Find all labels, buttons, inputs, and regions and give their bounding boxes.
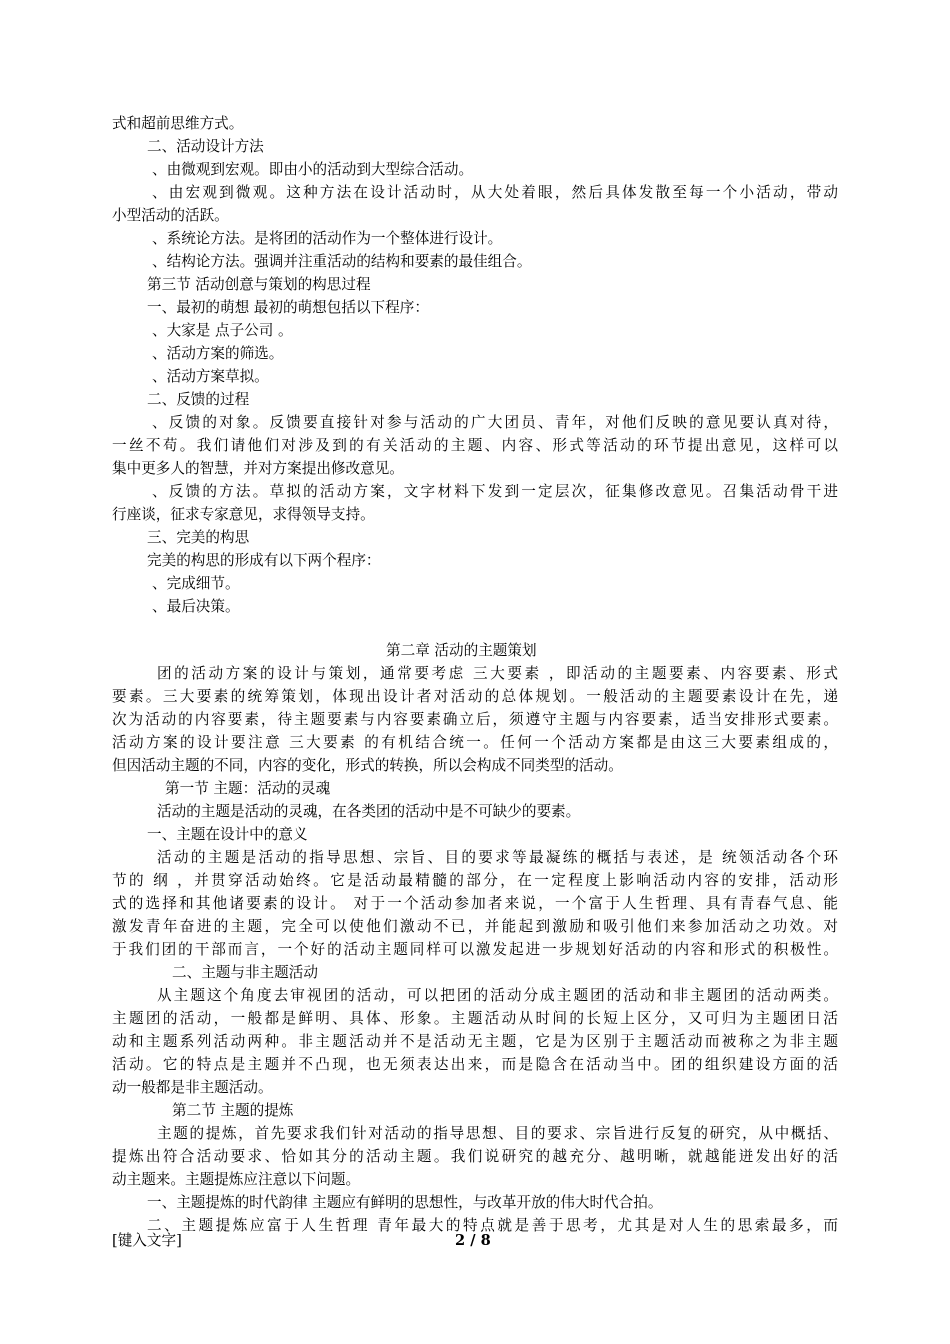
text-line: 活动。它的特点是主题并不凸现，也无须表达出来，而是隐含在活动当中。团的组织建设方面的活 xyxy=(112,1056,838,1073)
text-line: 从主题这个角度去审视团的活动，可以把团的活动分成主题团的活动和非主题团的活动两类。 xyxy=(157,987,838,1004)
text-line: 、由宏观到微观。这种方法在设计活动时，从大处着眼，然后具体发散至每一个小活动，带动 xyxy=(152,184,838,201)
section-heading: 三、完美的构思 xyxy=(147,529,250,546)
text-line: 活动的主题是活动的灵魂，在各类团的活动中是不可缺少的要素。 xyxy=(157,803,581,820)
text-line: 行座谈，征求专家意见，求得领导支持。 xyxy=(112,506,375,523)
text-line: 式的选择和其他诸要素的设计。 对于一个活动参加者来说，一个富于人生哲理、具有青春气息、能 xyxy=(112,895,838,912)
text-line: 于我们团的干部而言，一个好的活动主题同样可以激发起进一步规划好活动的内容和形式的积极性。 xyxy=(112,941,838,958)
text-line: 、系统论方法。是将团的活动作为一个整体进行设计。 xyxy=(152,230,503,247)
text-line: 式和超前思维方式。 xyxy=(112,115,244,132)
text-line: 、活动方案的筛选。 xyxy=(152,345,284,362)
text-line: 、结构论方法。强调并注重活动的结构和要素的最佳组合。 xyxy=(152,253,532,270)
text-line: 、活动方案草拟。 xyxy=(152,368,269,385)
section-heading: 第三节 活动创意与策划的构思过程 xyxy=(147,276,371,293)
section-heading: 二、反馈的过程 xyxy=(147,391,250,408)
section-heading: 第二节 主题的提炼 xyxy=(172,1102,294,1119)
text-line: 活动方案的设计要注意 三大要素 的有机结合统一。任何一个活动方案都是由这三大要素组成的， xyxy=(112,734,838,751)
section-heading: 二、活动设计方法 xyxy=(147,138,264,155)
text-line: 团的活动方案的设计与策划，通常要考虑 三大要素 ，即活动的主题要素、内容要素、形式 xyxy=(157,665,838,682)
text-line: 、大家是 点子公司 。 xyxy=(152,322,293,339)
text-line: 要素。三大要素的统筹策划，体现出设计者对活动的总体规划。一般活动的主题要素设计在先，递 xyxy=(112,688,838,705)
section-heading: 第一节 主题：活动的灵魂 xyxy=(165,780,331,797)
text-line: 活动的主题是活动的指导思想、宗旨、目的要求等最凝练的概括与表述，是 统领活动各个环 xyxy=(157,849,838,866)
chapter-title: 第二章 活动的主题策划 xyxy=(386,642,537,659)
section-heading: 二、主题与非主题活动 xyxy=(172,964,318,981)
text-line: 小型活动的活跃。 xyxy=(112,207,229,224)
text-line: 动主题来。主题提炼应注意以下问题。 xyxy=(112,1171,361,1188)
text-line: 、反馈的对象。反馈要直接针对参与活动的广大团员、青年，对他们反映的意见要认真对待， xyxy=(152,414,838,431)
text-line: 主题团的活动，一般都是鲜明、具体、形象。主题活动从时间的长短上区分，又可归为主题团日活 xyxy=(112,1010,838,1027)
text-line: 、最后决策。 xyxy=(152,598,240,615)
text-line: 但因活动主题的不同，内容的变化，形式的转换，所以会构成不同类型的活动。 xyxy=(112,757,623,774)
text-line: 、完成细节。 xyxy=(152,575,240,592)
page-number: 2 / 8 xyxy=(455,1232,491,1249)
section-heading: 一、主题提炼的时代韵律 主题应有鲜明的思想性，与改革开放的伟大时代合拍。 xyxy=(147,1194,663,1211)
text-line: 集中更多人的智慧，并对方案提出修改意见。 xyxy=(112,460,404,477)
text-line: 一丝不苟。我们请他们对涉及到的有关活动的主题、内容、形式等活动的环节提出意见，这样可以 xyxy=(112,437,838,454)
section-heading: 一、最初的萌想 最初的萌想包括以下程序： xyxy=(147,299,429,316)
footer-placeholder-text: [键入文字] xyxy=(112,1232,182,1249)
section-heading: 一、主题在设计中的意义 xyxy=(147,826,308,843)
text-line: 动一般都是非主题活动。 xyxy=(112,1079,273,1096)
text-line: 提炼出符合活动要求、恰如其分的活动主题。我们说研究的越充分、越明晰，就越能迸发出好的活 xyxy=(112,1148,838,1165)
text-line: 次为活动的内容要素，待主题要素与内容要素确立后，须遵守主题与内容要素，适当安排形式要素。 xyxy=(112,711,838,728)
text-line: 节的 纲 ，并贯穿活动始终。它是活动最精髓的部分，在一定程度上影响活动内容的安排，活动形 xyxy=(112,872,838,889)
text-line: 主题的提炼，首先要求我们针对活动的指导思想、目的要求、宗旨进行反复的研究，从中概括、 xyxy=(157,1125,838,1142)
text-line: 完美的构思的形成有以下两个程序： xyxy=(147,552,381,569)
text-line: 、反馈的方法。草拟的活动方案，文字材料下发到一定层次，征集修改意见。召集活动骨干进 xyxy=(152,483,838,500)
text-line: 二、主题提炼应富于人生哲理 青年最大的特点就是善于思考，尤其是对人生的思索最多，而 xyxy=(147,1217,838,1234)
text-line: 、由微观到宏观。即由小的活动到大型综合活动。 xyxy=(152,161,474,178)
text-line: 激发青年奋进的主题，完全可以使他们激动不已，并能起到激励和吸引他们来参加活动之功效。对 xyxy=(112,918,838,935)
text-line: 动和主题系列活动两种。非主题活动并不是活动无主题，它是为区别于主题活动而被称之为非主题 xyxy=(112,1033,838,1050)
